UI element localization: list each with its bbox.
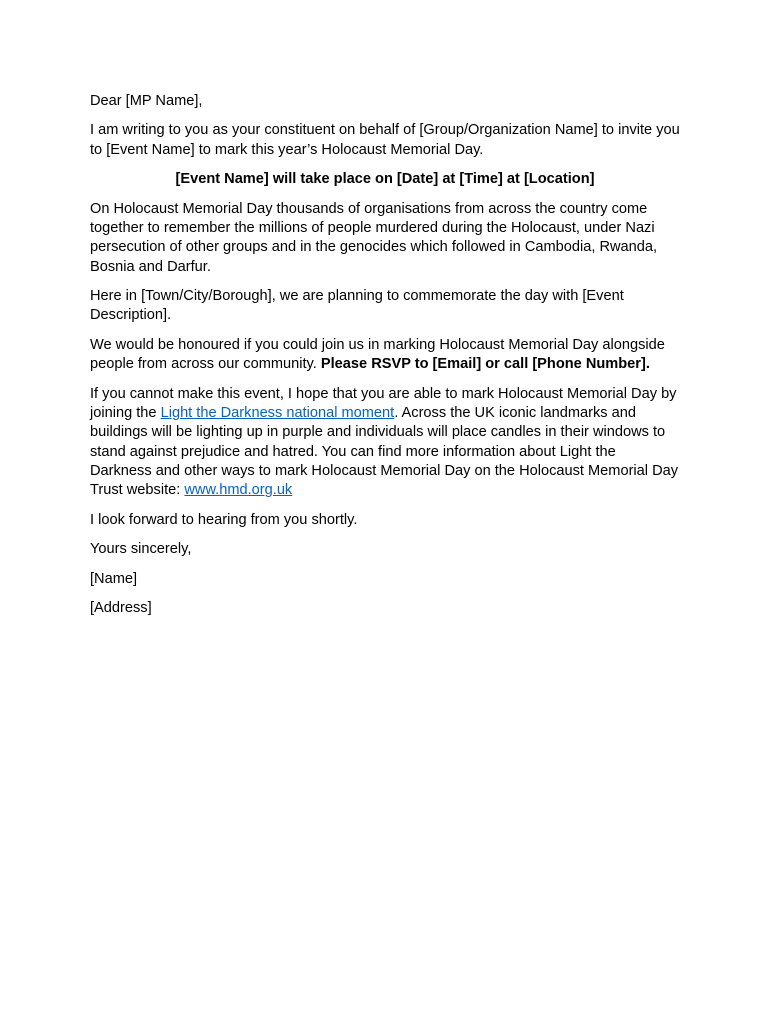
letter-page xyxy=(90,92,680,629)
sender-name: [Name] xyxy=(90,570,138,587)
event-details-line: [Event Name] will take place on [Date] at [Time] at [Location] xyxy=(175,171,595,188)
light-the-darkness-link[interactable]: Light the Darkness national moment xyxy=(160,404,395,421)
context-paragraph: On Holocaust Memorial Day thousands of organisations from across the country come together to remember the millions of people murdered during the Holocaust, under Nazi persecution of other groups and in the genocides which followed in Cambodia, Rwanda, Bosnia and Darfur. xyxy=(90,200,658,275)
alternative-paragraph xyxy=(90,385,680,501)
hmd-website-link[interactable]: www.hmd.org.uk xyxy=(184,482,293,499)
alternative-text-middle: . Across the UK iconic landmarks and buildings will be lighting up in purple and individuals will place candles in their windows to stand against prejudice and hatred. You can find more information about Light the Darkness and other ways to mark Holocaust Memorial Day on the Holocaust Memorial Day Trust website: xyxy=(90,404,679,499)
plans-paragraph: Here in [Town/City/Borough], we are planning to commemorate the day with [Event Description]. xyxy=(90,288,624,324)
alternative-text-start: If you cannot make this event, I hope that you are able to mark Holocaust Memorial Day by joining the xyxy=(90,385,677,421)
salutation: Dear [MP Name], xyxy=(90,93,203,109)
invite-text: We would be honoured if you could join us in marking Holocaust Memorial Day alongside people from across our community. xyxy=(90,336,665,373)
sender-address: [Address] xyxy=(90,600,152,617)
closing-line: I look forward to hearing from you shortly. xyxy=(90,511,358,528)
invite-paragraph xyxy=(90,336,680,375)
intro-paragraph: I am writing to you as your constituent on behalf of [Group/Organization Name] to invite you to [Event Name] to mark this year’s Holocaust Memorial Day. xyxy=(90,122,680,158)
rsvp-text: Please RSVP to [Email] or call [Phone Number]. xyxy=(320,356,650,373)
sign-off: Yours sincerely, xyxy=(90,541,192,558)
